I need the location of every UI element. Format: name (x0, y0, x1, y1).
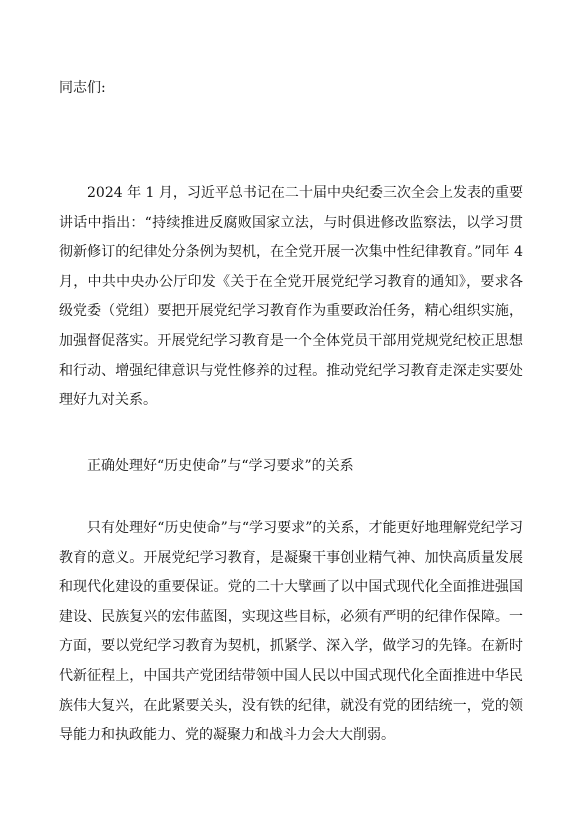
section-paragraph: 只有处理好“历史使命”与“学习要求”的关系，才能更好地理解党纪学习教育的意义。开展党纪学习教育，是凝聚干事创业精气神、加快高质量发展和现代化建设的重要保证。党的二十大擘画了以中国式现代化全面推进强国建设、民族复兴的宏伟蓝图，实现这些目标，必须有严明的纪律作保障。一方面，要以党纪学习教育为契机，抓紧学、深入学，做学习的先锋。在新时代新征程上，中国共产党团结带领中国人民以中国式现代化全面推进中华民族伟大复兴，在此紧要关头，没有铁的纪律，就没有党的团结统一，党的领导能力和执政能力、党的凝聚力和战斗力会大大削弱。 (59, 520, 523, 744)
section-heading: 正确处理好“历史使命”与“学习要求”的关系 (87, 458, 354, 474)
intro-paragraph: 2024 年 1 月，习近平总书记在二十届中央纪委三次全会上发表的重要讲话中指出：“持续推进反腐败国家立法，与时俱进修改监察法，以学习贯彻新修订的纪律处分条例为契机，在全党开展一次集中性纪律教育。”同年 4 月，中共中央办公厅印发《关于在全党开展党纪学习教育的通知》，要求各级党委（党组）要把开展党纪学习教育作为重要政治任务，精心组织实施，加强督促落实。开展党纪学习教育是一个全体党员干部用党规党纪校正思想和行动、增强纪律意识与党性修养的过程。推动党纪学习教育走深走实要处理好九对关系。 (59, 185, 523, 409)
salutation: 同志们: (59, 80, 106, 96)
